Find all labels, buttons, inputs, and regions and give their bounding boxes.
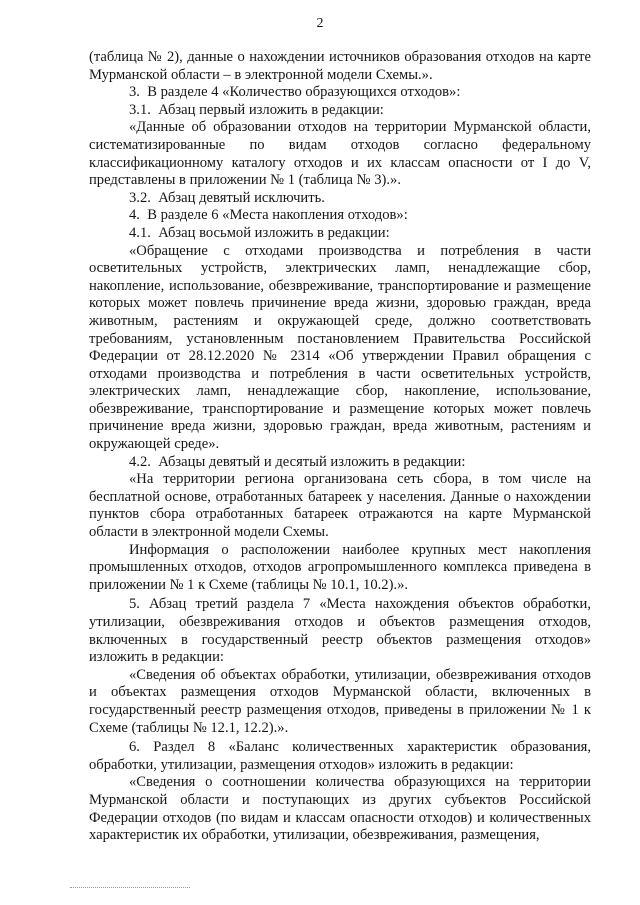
paragraph-quote-3-1: «Данные об образовании отходов на территории Мурманской области, систематизированные по видам отходов согласно федеральному классификационному каталогу отходов и их классам опасности от I до V, представлены в приложении № 1 (таблица № 3).». xyxy=(89,119,591,189)
paragraph-item-4-2: 4.2. Абзацы девятый и десятый изложить в редакции: xyxy=(129,453,466,470)
paragraph-section-5: 5. Абзац третий раздела 7 «Места нахождения объектов обработки, утилизации, обезвреживания отходов и объектов размещения отходов, включенных в государственный реестр объектов размещения отходов» изложить в редакции: xyxy=(89,596,591,666)
paragraph-continuation: (таблица № 2), данные о нахождении источников образования отходов на карте Мурманской области – в электронной модели Схемы.». xyxy=(89,49,591,83)
paragraph-section-3: 3. В разделе 4 «Количество образующихся отходов»: xyxy=(129,84,461,101)
paragraph-quote-5: «Сведения об объектах обработки, утилизации, обезвреживания отходов и объектах размещения отходов Мурманской области, включенных в государственный реестр размещения отходов, приведены в приложении № 1 к Схеме (таблицы № 12.1, 12.2).». xyxy=(89,666,591,736)
paragraph-section-6: 6. Раздел 8 «Баланс количественных характеристик образования, обработки, утилизации, размещения отходов» изложить в редакции: xyxy=(89,739,591,773)
paragraph-quote-6: «Сведения о соотношении количества образующихся на территории Мурманской области и поступающих из других субъектов Российской Федерации отходов (по видам и классам опасности отходов) и количественных характеристик их обработки, утилизации, обезвреживания, размещения, xyxy=(89,774,591,844)
footer-divider xyxy=(70,887,190,888)
page-number: 2 xyxy=(316,16,324,31)
paragraph-quote-4-2-b: Информация о расположении наиболее крупных мест накопления промышленных отходов, отходов агропромышленного комплекса приведена в приложении № 1 к Схеме (таблицы № 10.1, 10.2).». xyxy=(89,541,591,593)
paragraph-quote-4-1: «Обращение с отходами производства и потребления в части осветительных устройств, электрических ламп, ненадлежащие сбор, накопление, использование, обезвреживание, транспортирование и размещение которых может повлечь причинение вреда жизни, здоровью граждан, вреда животным, растениям и окружающей среде, должно соответствовать требованиям, установленным постановлением Правительства Российской Федерации от 28.12.2020 № 2314 «Об утверждении Правил обращения с отходами производства и потребления в части осветительных устройств, электрических ламп, ненадлежащие сбор, накопление, использование, обезвреживание, транспортирование и размещение которых может повлечь причинение вреда жизни, здоровью граждан, вреда животным, растениям и окружающей среде». xyxy=(89,242,591,453)
paragraph-section-4: 4. В разделе 6 «Места накопления отходов»: xyxy=(129,207,408,224)
paragraph-item-4-1: 4.1. Абзац восьмой изложить в редакции: xyxy=(129,224,390,241)
paragraph-item-3-1: 3.1. Абзац первый изложить в редакции: xyxy=(129,101,384,118)
paragraph-item-3-2: 3.2. Абзац девятый исключить. xyxy=(129,189,325,206)
paragraph-quote-4-2-a: «На территории региона организована сеть сбора, в том числе на бесплатной основе, отработанных батареек у населения. Данные о нахождении пунктов сбора отработанных батареек отражаются на карте Мурманской области в электронной модели Схемы. xyxy=(89,471,591,541)
document-body xyxy=(89,49,591,845)
